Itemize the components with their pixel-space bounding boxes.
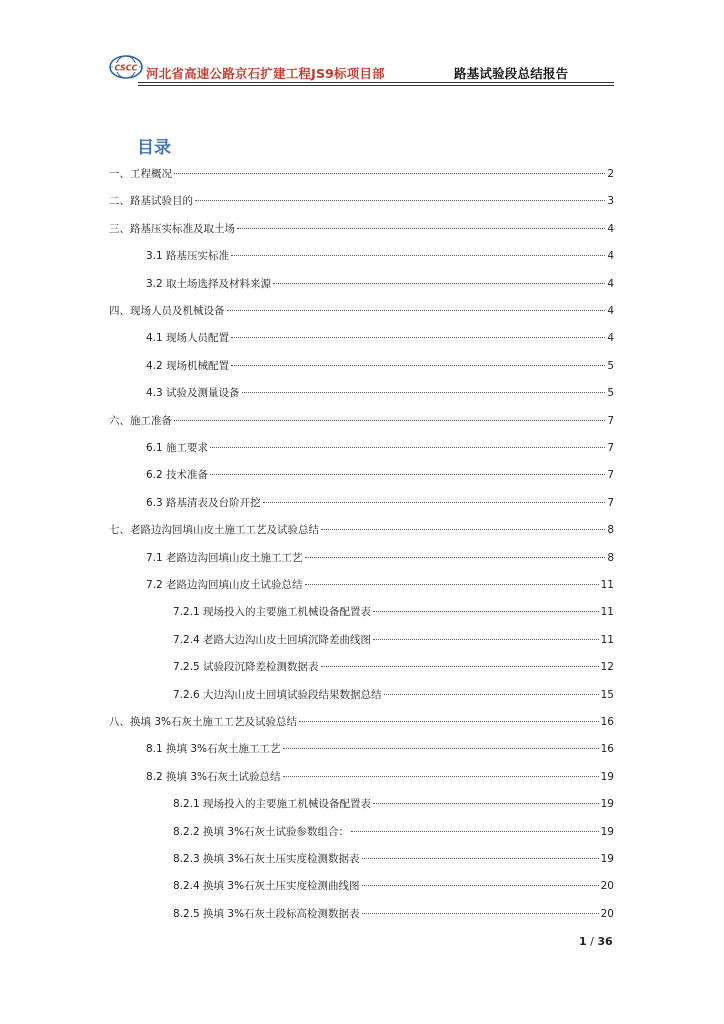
toc-entry-title: 八、换填 3%石灰土施工工艺及试验总结: [109, 716, 297, 728]
toc-entry-page: 2: [607, 168, 614, 180]
toc-entry-page: 16: [600, 716, 614, 728]
toc-entry-page: 11: [600, 606, 614, 619]
toc-entry-page: 5: [607, 359, 614, 372]
toc-entry[interactable]: [146, 742, 614, 756]
toc-entry[interactable]: [146, 249, 614, 263]
toc-leader-dots: [299, 721, 599, 722]
toc-leader-dots: [231, 255, 605, 256]
toc-leader-dots: [373, 611, 599, 612]
toc-entry[interactable]: [146, 441, 614, 455]
toc-entry-page: 7: [607, 442, 614, 454]
page-total: 36: [597, 935, 613, 948]
toc-entry[interactable]: [173, 797, 614, 811]
toc-leader-dots: [174, 173, 605, 174]
toc-entry-page: 4: [607, 250, 614, 263]
toc-entry-page: 7: [607, 414, 614, 427]
toc-entry[interactable]: [109, 715, 614, 729]
toc-leader-dots: [362, 858, 599, 859]
toc-entry-title: 7.2.5 试验段沉降差检测数据表: [173, 661, 319, 674]
toc-leader-dots: [384, 694, 599, 695]
toc-entry-title: 三、路基压实标准及取土场: [109, 222, 235, 235]
toc-entry-title: 4.3 试验及测量设备: [146, 387, 240, 400]
toc-entry-title: 6.1 施工要求: [146, 442, 209, 454]
toc-entry-title: 7.2 老路边沟回填山皮土试验总结: [146, 579, 303, 591]
toc-entry[interactable]: [109, 414, 614, 428]
toc-entry[interactable]: [146, 331, 614, 345]
logo-text: CSCC: [114, 63, 138, 73]
toc-entry-title: 8.2.2 换填 3%石灰土试验参数组合：: [173, 825, 350, 838]
toc-entry[interactable]: [146, 770, 614, 784]
header-project-name: 河北省高速公路京石扩建工程JS9标项目部: [146, 66, 385, 81]
toc-entry-title: 四、现场人员及机械设备: [109, 305, 225, 317]
toc-entry-title: 3.2 取土场选择及材料来源: [146, 277, 272, 290]
toc-entry[interactable]: [109, 304, 614, 318]
toc-entry-page: 15: [600, 688, 614, 701]
toc-leader-dots: [321, 666, 599, 667]
toc-entry-page: 4: [607, 305, 614, 317]
toc-entry-title: 6.3 路基清表及台阶开挖: [146, 496, 261, 509]
toc-entry-title: 8.2.3 换填 3%石灰土压实度检测数据表: [173, 853, 360, 865]
toc-entry-page: 11: [600, 579, 614, 591]
toc-entry[interactable]: [109, 222, 614, 236]
toc-leader-dots: [231, 337, 605, 338]
toc-leader-dots: [242, 392, 606, 393]
toc-entry-page: 12: [600, 661, 614, 674]
toc-entry-page: 4: [607, 277, 614, 290]
toc-entry[interactable]: [173, 688, 614, 702]
toc-leader-dots: [231, 365, 605, 366]
toc-leader-dots: [283, 748, 599, 749]
toc-entry-title: 8.1 换填 3%石灰土施工工艺: [146, 743, 281, 756]
toc-entry-title: 七、老路边沟回填山皮土施工工艺及试验总结: [109, 524, 319, 537]
toc-entry[interactable]: [146, 496, 614, 510]
toc-entry-page: 19: [600, 825, 614, 838]
toc-entry-page: 11: [600, 633, 614, 646]
toc-entry[interactable]: [146, 277, 614, 291]
toc-entry-page: 5: [607, 387, 614, 400]
toc-entry-title: 7.2.6 大边沟山皮土回填试验段结果数据总结: [173, 688, 382, 701]
toc-leader-dots: [362, 913, 599, 914]
toc-entry-page: 7: [607, 469, 614, 482]
toc-entry-title: 3.1 路基压实标准: [146, 250, 230, 263]
toc-entry-page: 20: [600, 907, 614, 920]
toc-leader-dots: [373, 639, 599, 640]
toc-entry[interactable]: [146, 359, 614, 373]
toc-leader-dots: [263, 502, 606, 503]
toc-leader-dots: [227, 310, 606, 311]
toc-entry-title: 8.2 换填 3%石灰土试验总结: [146, 770, 281, 783]
page-separator: /: [586, 935, 598, 948]
toc-entry-page: 19: [600, 770, 614, 783]
toc-entry-title: 8.2.4 换填 3%石灰土压实度检测曲线图: [173, 880, 360, 893]
toc-leader-dots: [362, 885, 599, 886]
toc-entry[interactable]: [173, 825, 614, 839]
toc-entry-page: 3: [607, 195, 614, 208]
company-logo-icon: [108, 52, 144, 82]
toc-entry-title: 一、工程概况: [109, 168, 172, 180]
toc-leader-dots: [305, 557, 606, 558]
toc-entry[interactable]: [109, 523, 614, 537]
toc-leader-dots: [210, 447, 605, 448]
toc-entry[interactable]: [173, 633, 614, 647]
toc-entry-title: 7.2.1 现场投入的主要施工机械设备配置表: [173, 606, 372, 619]
header-rule-thick: [138, 82, 614, 83]
toc-entry-title: 7.2.4 老路大边沟山皮土回填沉降差曲线图: [173, 633, 372, 646]
toc-entry-title: 4.1 现场人员配置: [146, 332, 230, 345]
toc-entry[interactable]: [173, 605, 614, 619]
toc-leader-dots: [237, 228, 605, 229]
page-header: [108, 52, 614, 86]
toc-entry[interactable]: [173, 907, 614, 921]
toc-entry-title: 8.2.5 换填 3%石灰土段标高检测数据表: [173, 907, 360, 920]
toc-entry[interactable]: [173, 879, 614, 893]
header-report-title: 路基试验段总结报告: [454, 66, 569, 81]
toc-entry-page: 8: [607, 524, 614, 537]
toc-entry[interactable]: [146, 578, 614, 592]
page-current: 1: [579, 935, 587, 948]
toc-entry-title: 6.2 技术准备: [146, 469, 209, 482]
toc-entry-page: 4: [607, 222, 614, 235]
toc-entry-page: 19: [600, 798, 614, 811]
header-rule-thin: [138, 85, 614, 86]
toc-entry[interactable]: [173, 660, 614, 674]
toc-entry[interactable]: [109, 167, 614, 181]
toc-leader-dots: [273, 283, 605, 284]
toc-entry[interactable]: [146, 386, 614, 400]
toc-entry-title: 二、路基试验目的: [109, 195, 193, 208]
toc-leader-dots: [373, 803, 599, 804]
toc-leader-dots: [321, 529, 605, 530]
toc-leader-dots: [174, 420, 605, 421]
toc-entry-page: 8: [607, 551, 614, 564]
toc-entry[interactable]: [146, 468, 614, 482]
toc-entry[interactable]: [146, 551, 614, 565]
toc-entry-page: 16: [600, 743, 614, 756]
toc-leader-dots: [195, 200, 605, 201]
toc-entry-title: 六、施工准备: [109, 414, 172, 427]
toc-entry-title: 8.2.1 现场投入的主要施工机械设备配置表: [173, 798, 372, 811]
toc-entry-page: 20: [600, 880, 614, 893]
toc-entry[interactable]: [173, 852, 614, 866]
toc-entry-title: 7.1 老路边沟回填山皮土施工工艺: [146, 551, 303, 564]
page-number: [579, 935, 613, 948]
toc-title: 目录: [137, 138, 171, 158]
toc-leader-dots: [210, 474, 605, 475]
toc-entry-title: 4.2 现场机械配置: [146, 359, 230, 372]
toc-entry-page: 19: [600, 853, 614, 865]
toc-leader-dots: [283, 776, 599, 777]
toc-entry[interactable]: [109, 194, 614, 208]
toc-leader-dots: [351, 831, 599, 832]
toc-entry-page: 7: [607, 496, 614, 509]
toc-leader-dots: [305, 584, 599, 585]
toc-entry-page: 4: [607, 332, 614, 345]
